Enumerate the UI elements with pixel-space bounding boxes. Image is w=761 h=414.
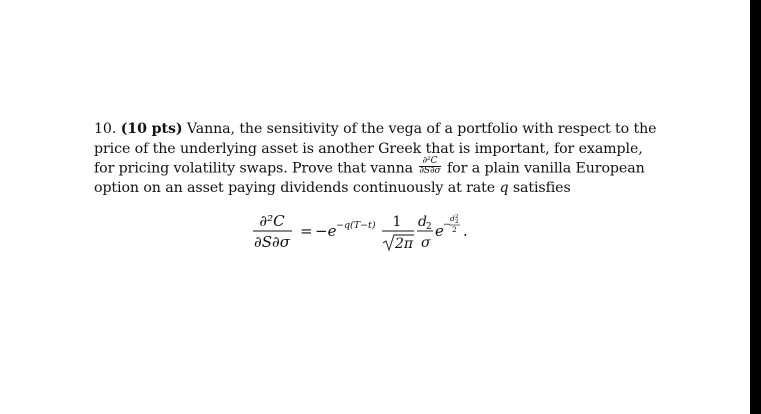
exp2-numerator-superscript: 2 — [455, 214, 459, 220]
problem-line-4-after: satisfies — [508, 179, 571, 196]
problem-line-3-before: for pricing volatility swaps. Prove that vanna — [94, 160, 418, 177]
problem-line-3 — [94, 156, 645, 179]
exp2-minus: − — [443, 220, 451, 230]
problem-line-4-before: option on an asset paying dividends continuously at rate — [94, 179, 500, 196]
exp2-denominator: 2 — [452, 225, 457, 234]
frac2-numerator-subscript: 2 — [426, 222, 432, 232]
frac1-numerator: 1 — [392, 214, 402, 230]
equation-period: . — [463, 222, 468, 240]
frac1-denominator: 2π — [395, 236, 414, 252]
exp2-numerator: d — [450, 214, 455, 223]
rate-symbol: q — [499, 179, 509, 196]
lhs-numerator: ∂²C — [259, 212, 285, 230]
problem-line-2: price of the underlying asset is another Greek that is important, for example, — [94, 140, 643, 157]
frac2-numerator: d — [418, 214, 427, 230]
right-edge-bar — [750, 0, 761, 414]
inline-vanna-fraction — [419, 157, 440, 176]
inline-fraction-numerator: ∂²C — [419, 157, 440, 167]
inline-fraction-denominator: ∂S∂σ — [419, 166, 441, 176]
problem-line-1-text: Vanna, the sensitivity of the vega of a portfolio with respect to the — [182, 121, 657, 137]
problem-number: 10. — [94, 121, 117, 137]
discount-exponent: −q(T−t) — [336, 220, 376, 231]
exp-e: e — [435, 222, 444, 240]
exp2-numerator-subscript: 2 — [455, 219, 459, 225]
lhs-denominator: ∂S∂σ — [253, 233, 291, 251]
problem-line-4 — [94, 179, 634, 199]
frac2-denominator: σ — [421, 235, 431, 251]
minus-e: −e — [315, 222, 337, 240]
problem-line-3-after: for a plain vanilla European — [442, 160, 645, 177]
problem-line-1 — [94, 120, 657, 140]
equals-sign: = — [300, 222, 313, 240]
problem-points: (10 pts) — [120, 121, 183, 137]
problem-text — [94, 120, 657, 198]
vanna-equation — [252, 210, 482, 256]
